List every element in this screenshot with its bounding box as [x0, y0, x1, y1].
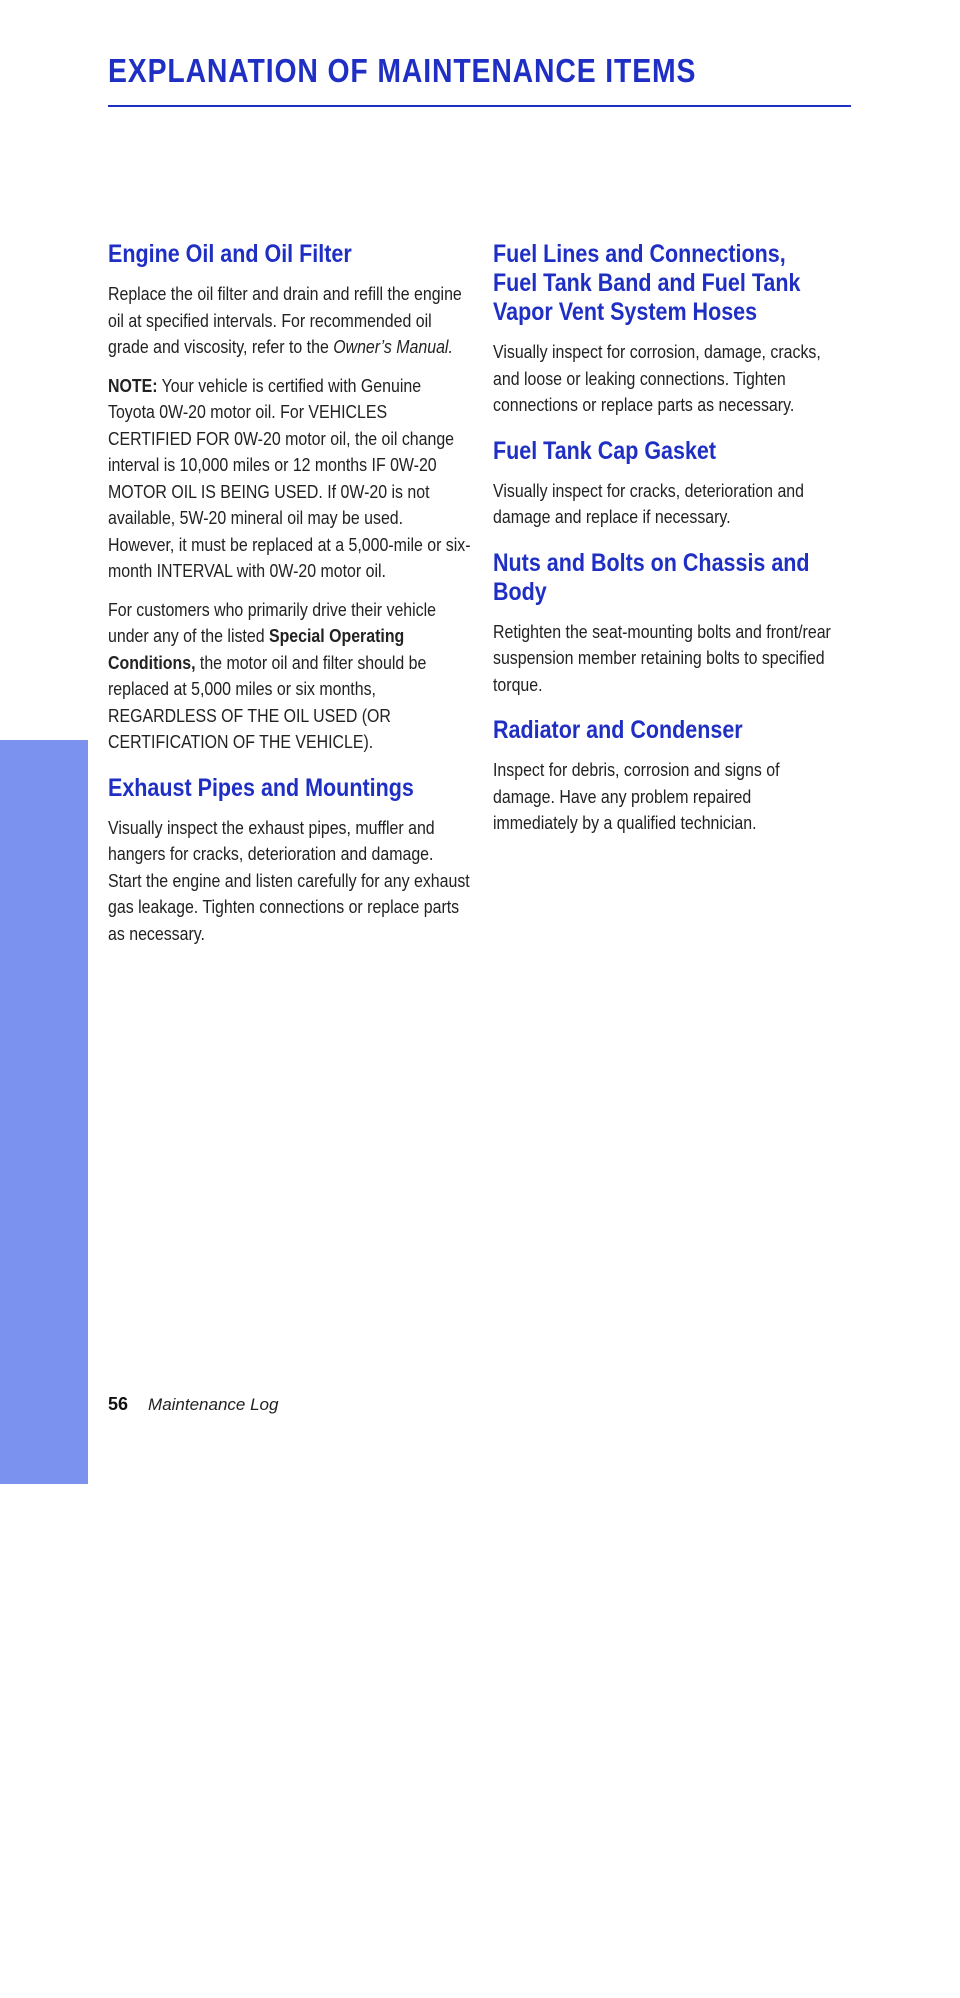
- fuel-lines-paragraph: Visually inspect for corrosion, damage, cracks, and loose or leaking connections. Tighten connections or replace parts as necessary.: [493, 341, 821, 415]
- special-conditions-text-a: For customers who primarily drive their vehicle under any of the listed: [108, 598, 437, 646]
- engine-oil-paragraph: [108, 281, 471, 361]
- note-label: NOTE:: [108, 374, 158, 396]
- radiator-paragraph: Inspect for debris, corrosion and signs of damage. Have any problem repaired immediately by a qualified technician.: [493, 759, 780, 833]
- note-text: Your vehicle is certified with Genuine Toyota 0W-20 motor oil. For VEHICLES CERTIFIED FOR 0W-20 motor oil, the oil change interval is 10,000 miles or 12 months IF 0W-20 MOTOR OIL IS BEING USED. If 0W-20 is not available, 5W-20 mineral oil may be used. However, it must be replaced at a 5,000-mile or six-month INTERVAL with 0W-20 motor oil.: [108, 374, 471, 581]
- exhaust-paragraph: Visually inspect the exhaust pipes, muffler and hangers for cracks, deterioration and damage. Start the engine and listen carefully for any exhaust gas leakage. Tighten connections or replace parts as necessary.: [108, 816, 470, 944]
- special-conditions-term: Special Operating Conditions,: [108, 625, 405, 673]
- side-tab: [0, 740, 88, 1998]
- fuel-cap-paragraph: Visually inspect for cracks, deterioration and damage and replace if necessary.: [493, 479, 804, 527]
- owners-manual-reference: Owner’s Manual.: [333, 336, 453, 357]
- title-divider: [108, 105, 851, 107]
- fuel-cap-heading: Fuel Tank Cap Gasket: [493, 436, 717, 465]
- special-conditions-paragraph: [108, 597, 471, 756]
- left-column: [108, 240, 471, 959]
- nuts-bolts-paragraph: Retighten the seat-mounting bolts and front/rear suspension member retaining bolts to specified torque.: [493, 620, 831, 695]
- page-number: 56: [108, 1394, 129, 1414]
- right-column: [493, 240, 831, 849]
- note-paragraph: [108, 373, 471, 585]
- footer-label: Maintenance Log: [148, 1395, 279, 1414]
- special-conditions-text-b: the motor oil and filter should be replaced at 5,000 miles or six months, REGARDLESS OF THE OIL USED (OR CERTIFICATION OF THE VEHICLE).: [108, 651, 427, 752]
- exhaust-heading: Exhaust Pipes and Mountings: [108, 773, 414, 802]
- page-footer: [108, 1394, 278, 1415]
- side-tab-label: MAINTENANCE: [25, 1710, 62, 1998]
- nuts-bolts-heading: Nuts and Bolts on Chassis and Body: [493, 548, 810, 606]
- radiator-heading: Radiator and Condenser: [493, 716, 743, 744]
- fuel-lines-heading: Fuel Lines and Connections, Fuel Tank Band and Fuel Tank Vapor Vent System Hoses: [493, 240, 801, 326]
- engine-oil-text: Replace the oil filter and drain and refill the engine oil at specified intervals. For recommended oil grade and viscosity, refer to the: [108, 283, 462, 357]
- engine-oil-heading: Engine Oil and Oil Filter: [108, 240, 352, 268]
- page-title: EXPLANATION OF MAINTENANCE ITEMS: [108, 52, 697, 89]
